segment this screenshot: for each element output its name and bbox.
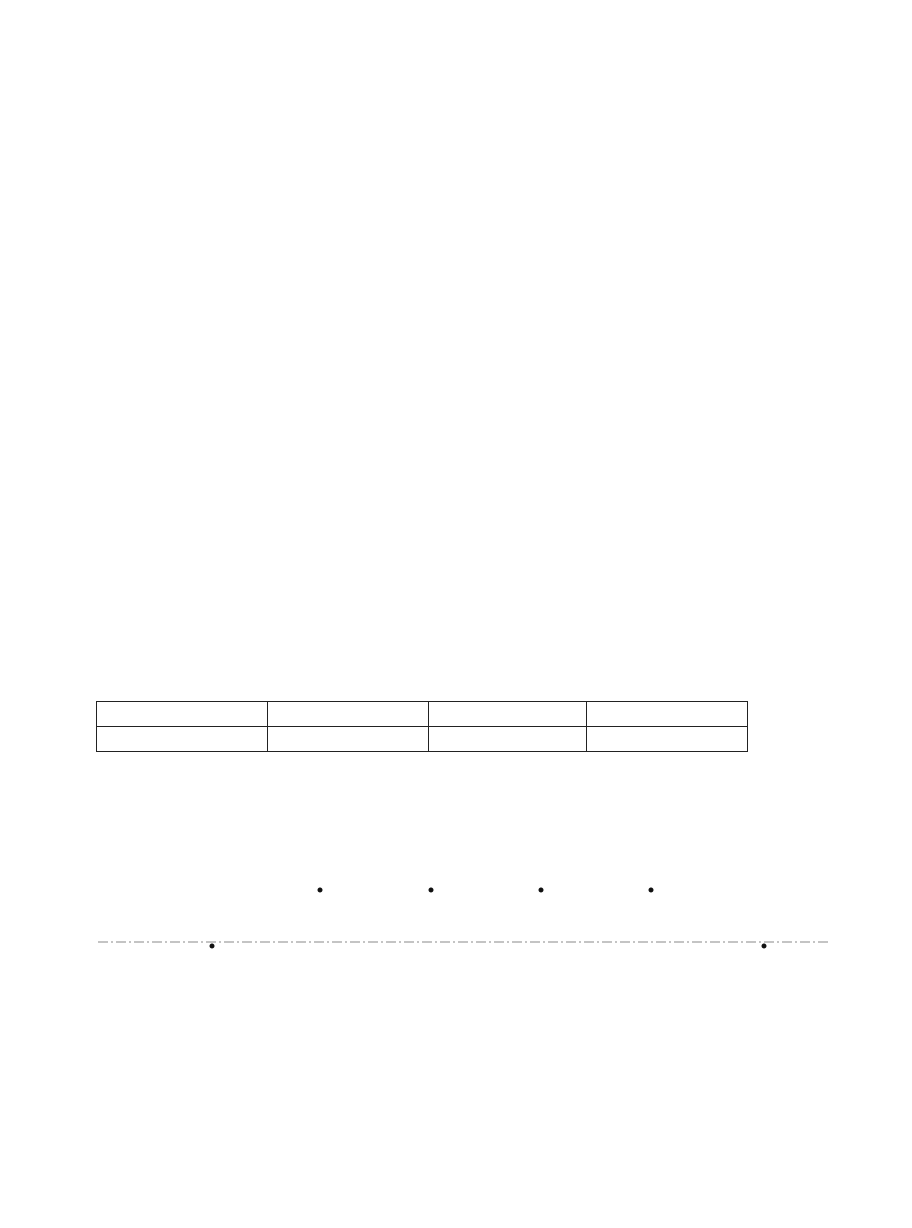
table-cell <box>429 702 587 727</box>
inlet-dot <box>210 944 215 949</box>
table-cell <box>97 727 268 752</box>
table-cell <box>429 727 587 752</box>
table-cell <box>587 702 748 727</box>
wall-temperature-table <box>96 701 748 752</box>
pipe-flux-figure <box>0 790 912 1060</box>
exit-dot <box>762 944 767 949</box>
measurement-dot <box>318 888 323 893</box>
table-row <box>97 727 748 752</box>
table-cell <box>97 702 268 727</box>
table-cell <box>268 702 429 727</box>
table-cell <box>268 727 429 752</box>
table-header-row <box>97 702 748 727</box>
measurement-dot-p <box>429 888 434 893</box>
table-cell <box>587 727 748 752</box>
measurement-dot-r <box>649 888 654 893</box>
measurement-dot-q <box>539 888 544 893</box>
